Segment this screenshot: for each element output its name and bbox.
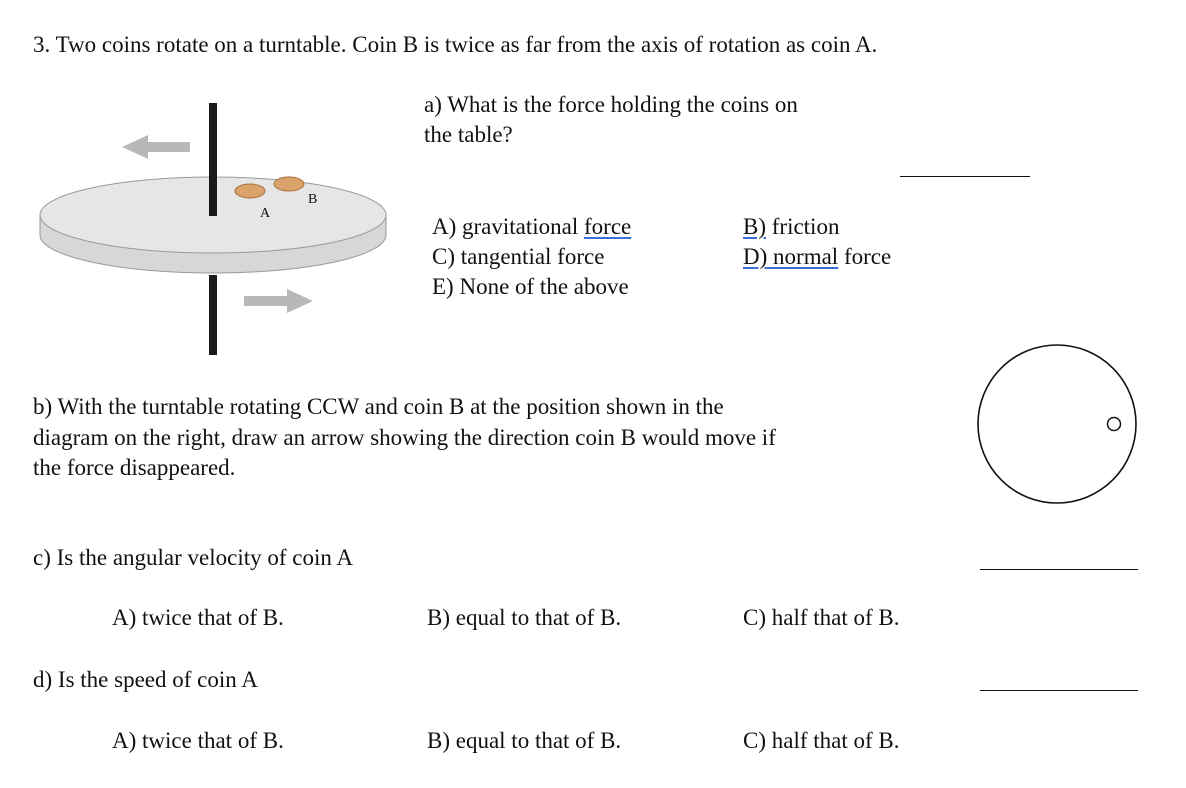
- part-a-choice-b[interactable]: [743, 212, 839, 242]
- part-a-choice-b-prefix: B): [743, 214, 766, 239]
- part-a-choice-d-underlined: normal: [767, 244, 839, 269]
- arrow-left-icon: [122, 135, 190, 159]
- part-a-choice-b-text: friction: [766, 214, 840, 239]
- coin-b-position-icon: [1108, 418, 1121, 431]
- question-stem: 3. Two coins rotate on a turntable. Coin B is twice as far from the axis of rotation as coin A.: [33, 32, 878, 57]
- part-a-prompt-line1: a) What is the force holding the coins on: [424, 92, 798, 117]
- part-a-choice-d-prefix: D): [743, 244, 768, 269]
- part-d-prompt: d) Is the speed of coin A: [33, 667, 258, 692]
- part-a-choice-d-suffix: force: [838, 244, 892, 269]
- part-a-choice-a-text: A) gravitational: [432, 214, 585, 239]
- coin-a-label: A: [260, 206, 271, 221]
- part-a-choice-a[interactable]: [432, 212, 631, 242]
- axis-rod-lower: [209, 275, 217, 355]
- part-b-line1: b) With the turntable rotating CCW and coin B at the position shown in the: [33, 394, 724, 419]
- coin-b-label: B: [308, 192, 318, 207]
- turntable-diagram: [30, 95, 400, 360]
- part-c-answer-blank[interactable]: [980, 569, 1138, 570]
- part-b-line2: diagram on the right, draw an arrow showing the direction coin B would move if: [33, 425, 776, 450]
- part-d-answer-blank[interactable]: [980, 690, 1138, 691]
- part-a-choice-d[interactable]: [743, 242, 891, 272]
- part-a-prompt-line2: the table?: [424, 122, 513, 147]
- part-c-choice-c[interactable]: C) half that of B.: [743, 605, 900, 630]
- part-a-answer-blank[interactable]: [900, 176, 1030, 177]
- part-a-choice-e[interactable]: E) None of the above: [432, 274, 629, 299]
- part-a-choice-a-underlined: force: [584, 214, 632, 239]
- part-a-choice-c[interactable]: C) tangential force: [432, 244, 605, 269]
- rotation-circle-diagram[interactable]: [972, 340, 1142, 510]
- part-d-choice-c[interactable]: C) half that of B.: [743, 728, 900, 753]
- part-d-choice-a[interactable]: A) twice that of B.: [112, 728, 284, 753]
- arrow-right-icon: [244, 289, 313, 313]
- part-c-choice-b[interactable]: B) equal to that of B.: [427, 605, 622, 630]
- coin-a-icon: [235, 184, 265, 198]
- axis-rod-upper: [209, 103, 217, 216]
- part-b-line3: the force disappeared.: [33, 455, 236, 480]
- part-d-choice-b[interactable]: B) equal to that of B.: [427, 728, 622, 753]
- coin-b-icon: [274, 177, 304, 191]
- part-c-choice-a[interactable]: A) twice that of B.: [112, 605, 284, 630]
- part-c-prompt: c) Is the angular velocity of coin A: [33, 545, 353, 570]
